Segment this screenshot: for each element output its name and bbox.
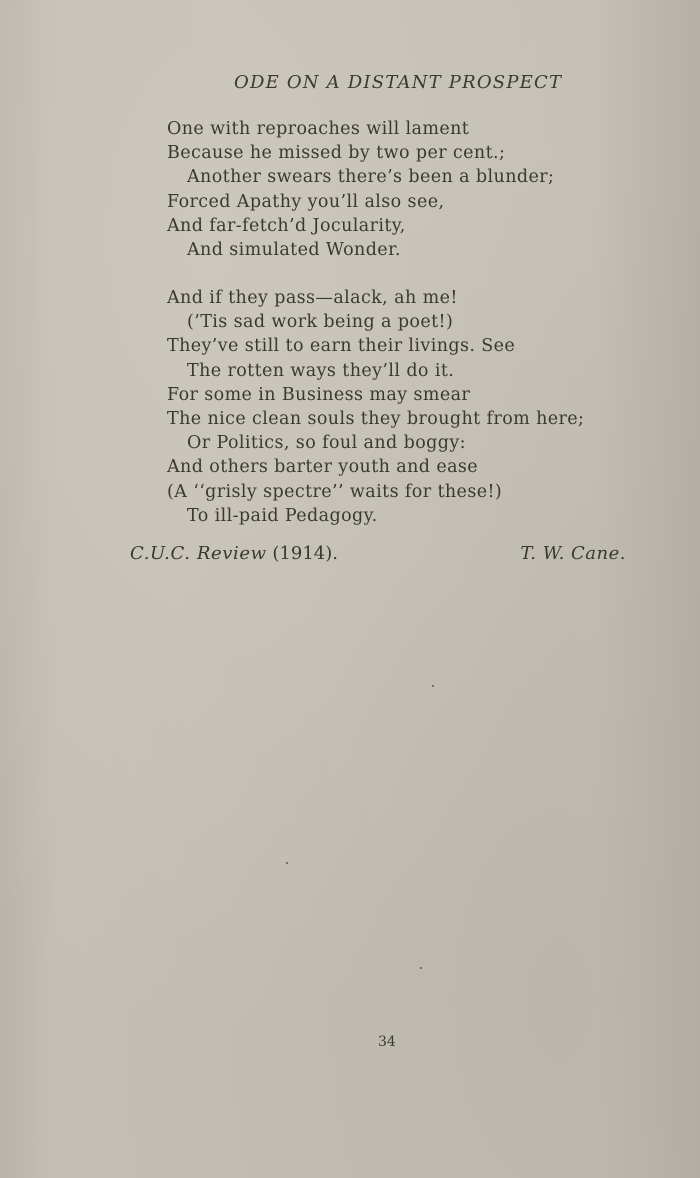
poem-line: And far-fetch’d Jocularity, [167, 215, 406, 236]
poem-line: (’Tis sad work being a poet!) [187, 312, 454, 333]
page-number: 34 [378, 1034, 396, 1050]
stanza-1 [167, 117, 554, 262]
poem-line: Or Politics, so foul and boggy: [187, 433, 466, 454]
attribution [130, 543, 626, 569]
poem-line: Forced Apathy you’ll also see, [167, 191, 445, 212]
poem-line: (A ‘‘grisly spectre’’ waits for these!) [167, 481, 503, 502]
poem-line: Because he missed by two per cent.; [167, 143, 506, 164]
poem-line: They’ve still to earn their livings. See [167, 336, 516, 357]
poem-line: One with reproaches will lament [167, 119, 470, 139]
poem-line: And others barter youth and ease [167, 457, 479, 478]
running-head: ODE ON A DISTANT PROSPECT [234, 72, 563, 93]
source-citation [130, 543, 338, 564]
journal-name: C.U.C. Review [130, 543, 267, 564]
poem-line: And simulated Wonder. [187, 239, 401, 260]
poem-line: Another swears there’s been a blunder; [187, 167, 555, 188]
stanza-2 [167, 286, 584, 528]
poem-line: And if they pass—alack, ah me! [167, 288, 458, 308]
paper-speck [286, 862, 288, 864]
author-name: T. W. Cane. [520, 543, 626, 564]
poem-line: To ill-paid Pedagogy. [187, 505, 378, 526]
poem-line: The rotten ways they’ll do it. [187, 360, 455, 381]
poem-line: For some in Business may smear [167, 384, 471, 405]
publication-year: (1914). [272, 543, 338, 564]
paper-speck [432, 685, 434, 687]
paper-speck [420, 967, 422, 969]
poem-line: The nice clean souls they brought from here; [167, 408, 585, 429]
